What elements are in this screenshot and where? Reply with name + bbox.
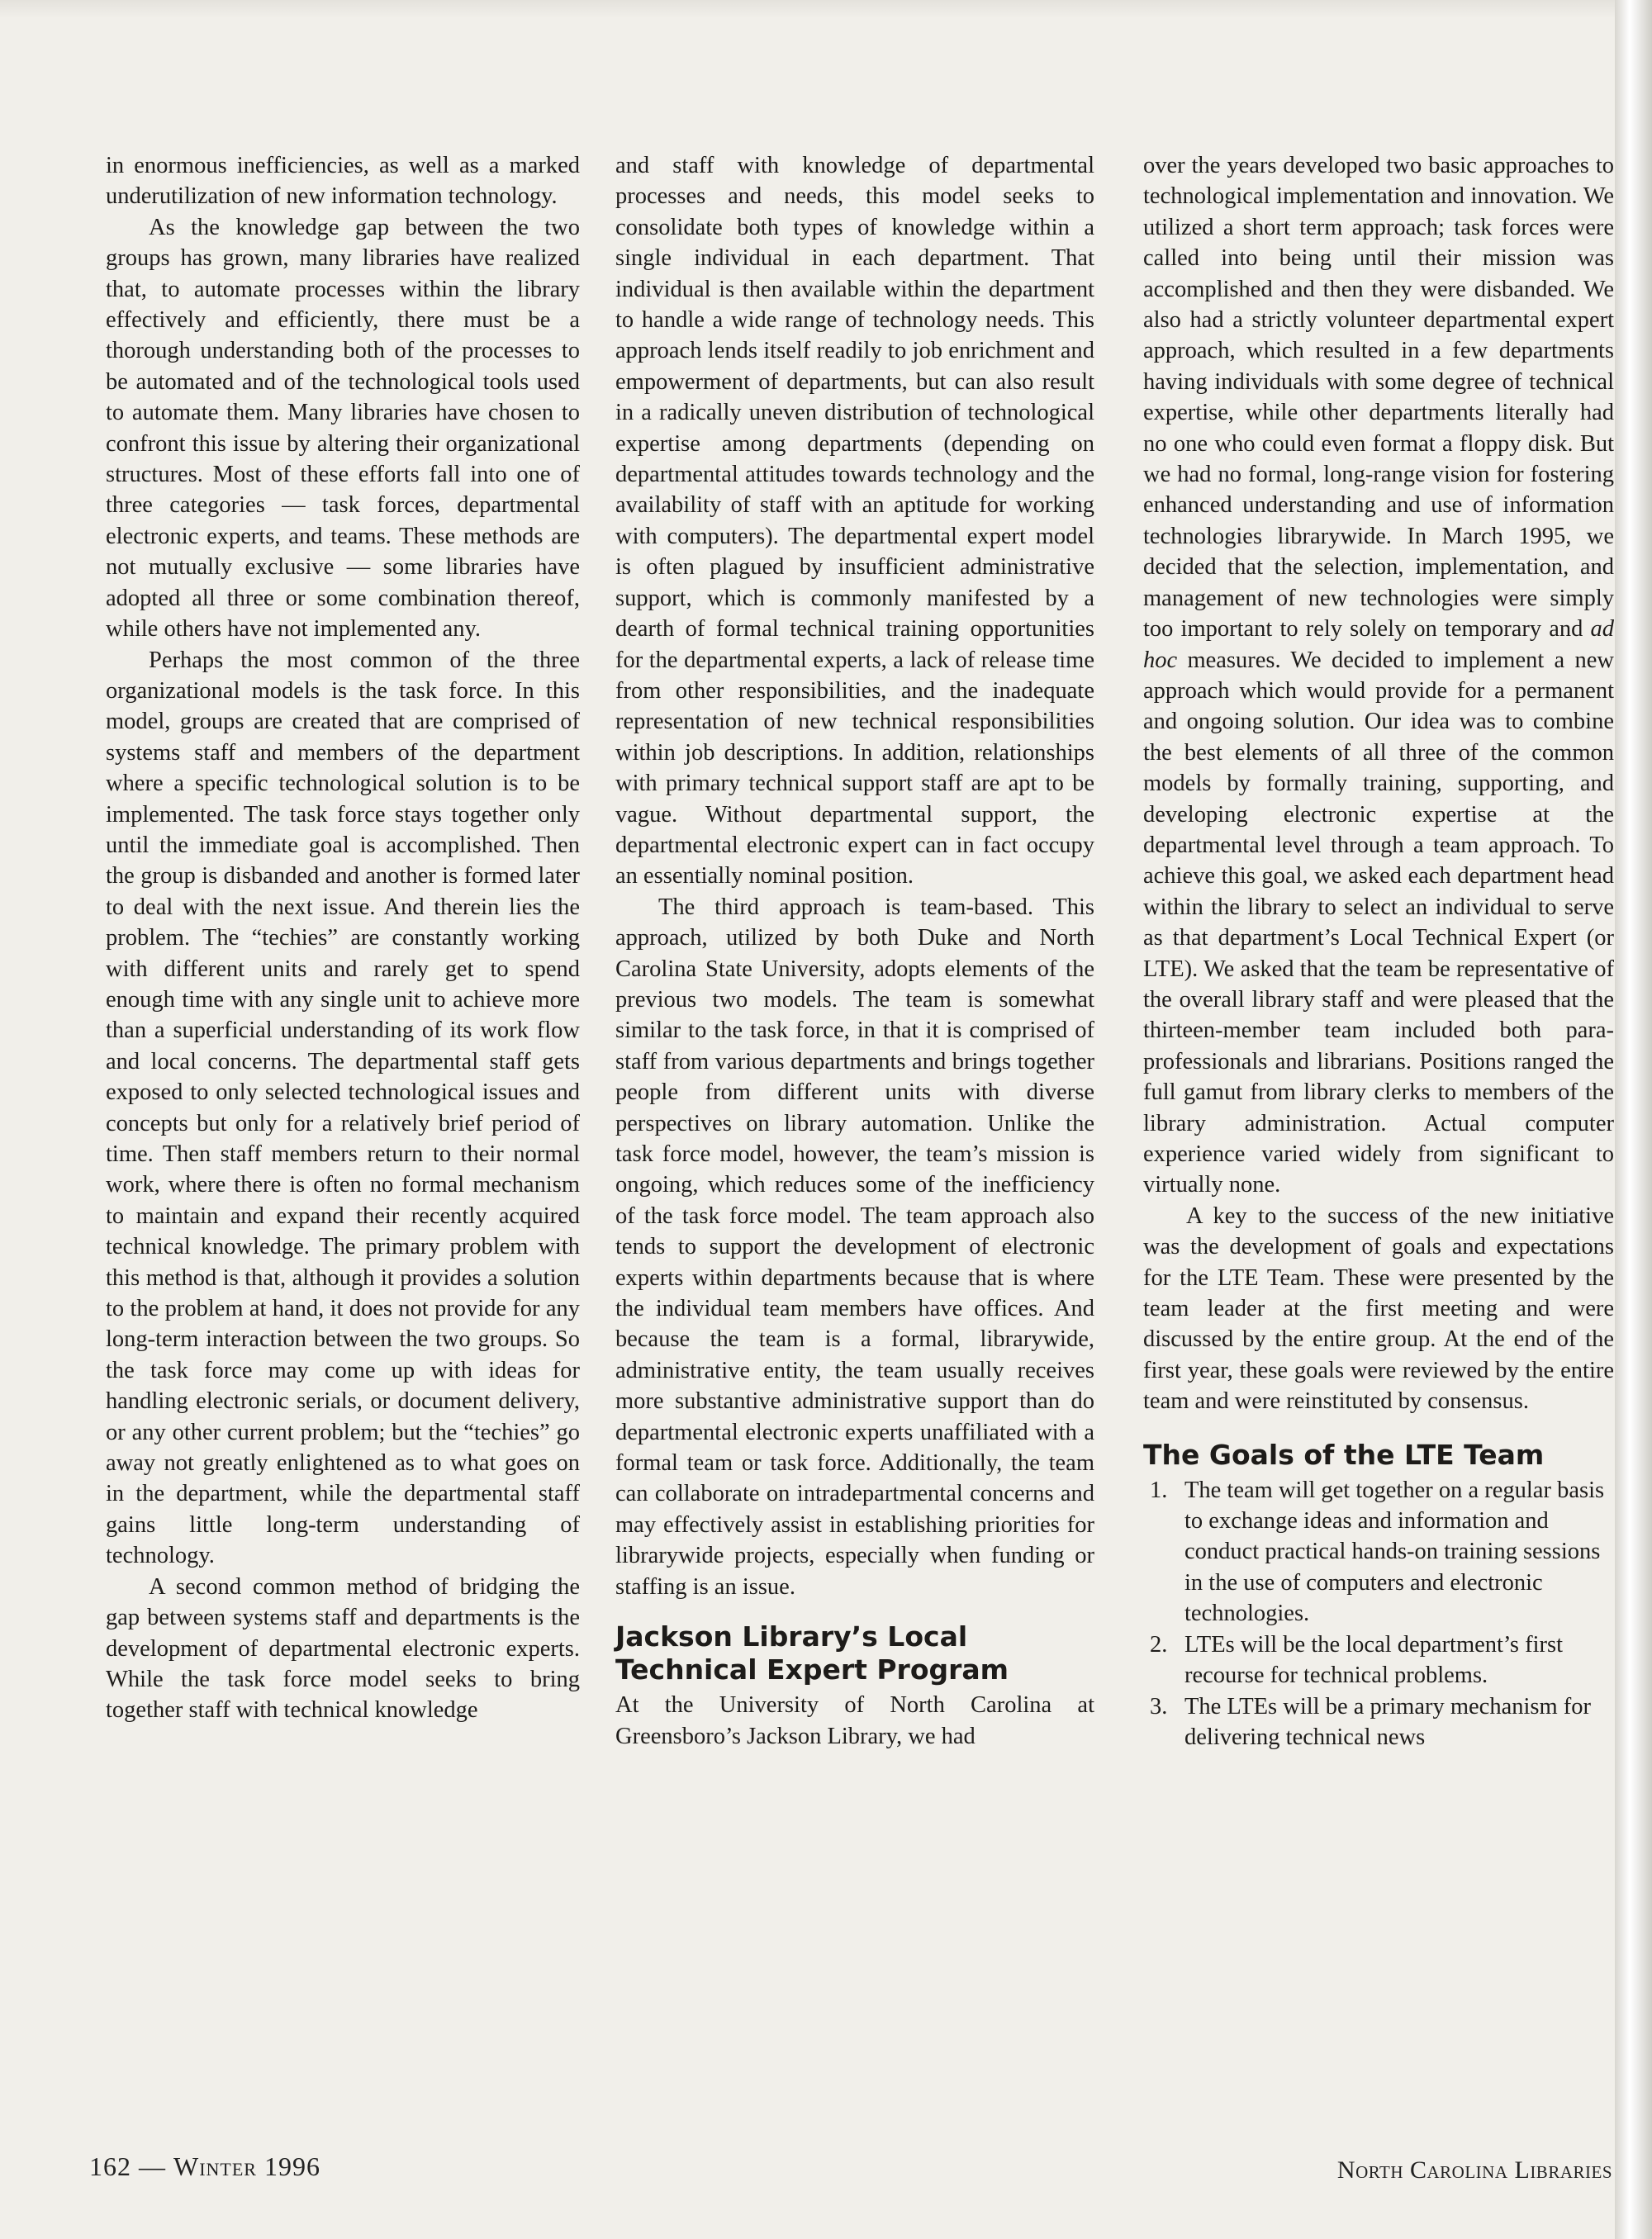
page-number: 162 (89, 2151, 131, 2181)
paragraph: As the knowledge gap between the two groups has grown, many libraries have realized that, to automate processes within the library effectively and efficiently, there must be a thorough understanding both of the processes to be automated and of the technological tools used to automate them. Many libraries have chosen to confront this issue by altering their organizational structures. Most of these efforts fall into one of three categories — task forces, departmental electronic experts, and teams. These methods are not mutually exclusive — some libraries have adopted all three or some combination thereof, while others have not implemented any. (106, 214, 580, 643)
list-item-text: The LTEs will be a primary mechanism for delivering technical news (1184, 1693, 1592, 1750)
list-item-text: The team will get together on a regular basis to exchange ideas and information and conduct practical hands-on training sessions in the use of computers and electronic technologies. (1184, 1477, 1605, 1627)
italic-term: ad hoc (1143, 616, 1614, 673)
text-span: over the years developed two basic approaches to technological implementation and innovation. We utilized a short term approach; task forces were called into being until their mission was accomplished and then they were disbanded. We also had a strictly volunteer departmental expert approach, which resulted in a few departments having individuals with some degree of technical expertise, while other departments literally had no one who could even format a floppy disk. But we had no formal, long-range vision for fostering enhanced understanding and use of information technologies librarywide. In March 1995, we decided that the selection, implementation, and management of new technologies were simply too important to rely solely on temporary and (1143, 153, 1614, 643)
paragraph: A key to the success of the new initiative was the development of goals and expectations for the LTE Team. These were presented by the team leader at the first meeting and were discussed by the entire group. At the end of the first year, these goals were reviewed by the entire team and were reinstituted by consensus. (1143, 1203, 1614, 1415)
text-column-1 (106, 150, 580, 1726)
paragraph: At the University of North Carolina at Greensboro’s Jackson Library, we had (615, 1692, 1094, 1749)
page-footer-left (89, 2151, 320, 2182)
journal-name: North Carolina Libraries (1336, 2156, 1612, 2184)
list-number: 2. (1150, 1631, 1168, 1658)
page-top-shadow (0, 0, 1615, 18)
text-span: measures. We decided to implement a new approach which would provide for a permanent and ongoing solution. Our idea was to combine the best elements of all three of the common models by formally training, supporting, and developing electronic expertise at the departmental level through a team approach. To achieve this goal, we asked each department head within the library to select an individual to serve as that department’s Local Technical Expert (or LTE). We asked that the team be representative of the overall library staff and were pleased that the thirteen-member team included both para-professionals and librarians. Positions ranged the full gamut from library clerks to members of the library administration. Actual computer experience varied widely from significant to virtually none. (1143, 647, 1614, 1198)
list-item (1143, 1475, 1614, 1629)
list-item-text: LTEs will be the local department’s first recourse for technical problems. (1184, 1631, 1564, 1689)
page-edge (1615, 0, 1652, 2239)
list-item (1143, 1629, 1614, 1691)
paragraph: A second common method of bridging the gap between systems staff and departments is the development of departmental electronic experts. While the task force model seeks to bring together staff with technical knowledge (106, 1573, 580, 1724)
list-number: 3. (1150, 1693, 1168, 1720)
text-column-2 (615, 150, 1094, 1752)
text-column-3 (1143, 150, 1614, 1753)
section-heading: Jackson Library’s Local Technical Expert Program (615, 1620, 1009, 1686)
paragraph (1143, 150, 1614, 1201)
list-number: 1. (1150, 1477, 1168, 1503)
issue-date: Winter 1996 (173, 2151, 320, 2181)
footer-separator: — (139, 2151, 166, 2181)
paragraph: The third approach is team-based. This approach, utilized by both Duke and North Carolina State University, adopts elements of the previous two models. The team is somewhat similar to the task force, in that it is comprised of staff from various departments and brings together people from different units with diverse perspectives on library automation. Unlike the task force model, however, the team’s mission is ongoing, which reduces some of the inefficiency of the task force model. The team approach also tends to support the development of electronic experts within departments because that is where the individual team members have offices. And because the team is a formal, librarywide, administrative entity, the team usually receives more substantive administrative support than do departmental electronic experts unaffiliated with a formal team or task force. Additionally, the team can collaborate on intradepartmental concerns and may effectively assist in establishing priorities for librarywide projects, especially when funding or staffing is an issue. (615, 894, 1094, 1600)
list-item (1143, 1691, 1614, 1753)
paragraph: Perhaps the most common of the three organizational models is the task force. In this model, groups are created that are comprised of systems staff and members of the department where a specific technological solution is to be implemented. The task force stays together only until the immediate goal is accomplished. Then the group is disbanded and another is formed later to deal with the next issue. And therein lies the problem. The “techies” are constantly working with different units and rarely get to spend enough time with any single unit to achieve more than a superficial understanding of its work flow and local concerns. The departmental staff gets exposed to only selected technological issues and concepts but only for a relatively brief period of time. Then staff members return to their normal work, where there is often no formal mechanism to maintain and expand their recently acquired technical knowledge. The primary problem with this method is that, although it provides a solution to the problem at hand, it does not provide for any long-term interaction between the two groups. So the task force may come up with ideas for handling electronic serials, or document delivery, or any other current problem; but the “techies” go away not greatly enlightened as to what goes on in the department, while the departmental staff gains little long-term understanding of technology. (106, 647, 580, 1569)
paragraph: and staff with knowledge of departmental processes and needs, this model seeks to consolidate both types of knowledge within a single individual in each department. That individual is then available within the department to handle a wide range of technology needs. This approach lends itself readily to job enrichment and empowerment of departments, but can also result in a radically uneven distribution of technological expertise among departments (depending on departmental attitudes towards technology and the availability of staff with an aptitude for working with computers). The departmental expert model is often plagued by insufficient administrative support, which is commonly manifested by a dearth of formal technical training opportunities for the departmental experts, a lack of release time from other responsibilities, and the inadequate representation of new technical responsibilities within job descriptions. In addition, relationships with primary technical support staff are apt to be vague. Without departmental support, the departmental electronic expert can in fact occupy an essentially nominal position. (615, 153, 1094, 889)
section-heading: The Goals of the LTE Team (1143, 1438, 1545, 1471)
paragraph: in enormous inefficiencies, as well as a marked underutilization of new information technology. (106, 153, 580, 210)
goals-list (1143, 1475, 1614, 1753)
